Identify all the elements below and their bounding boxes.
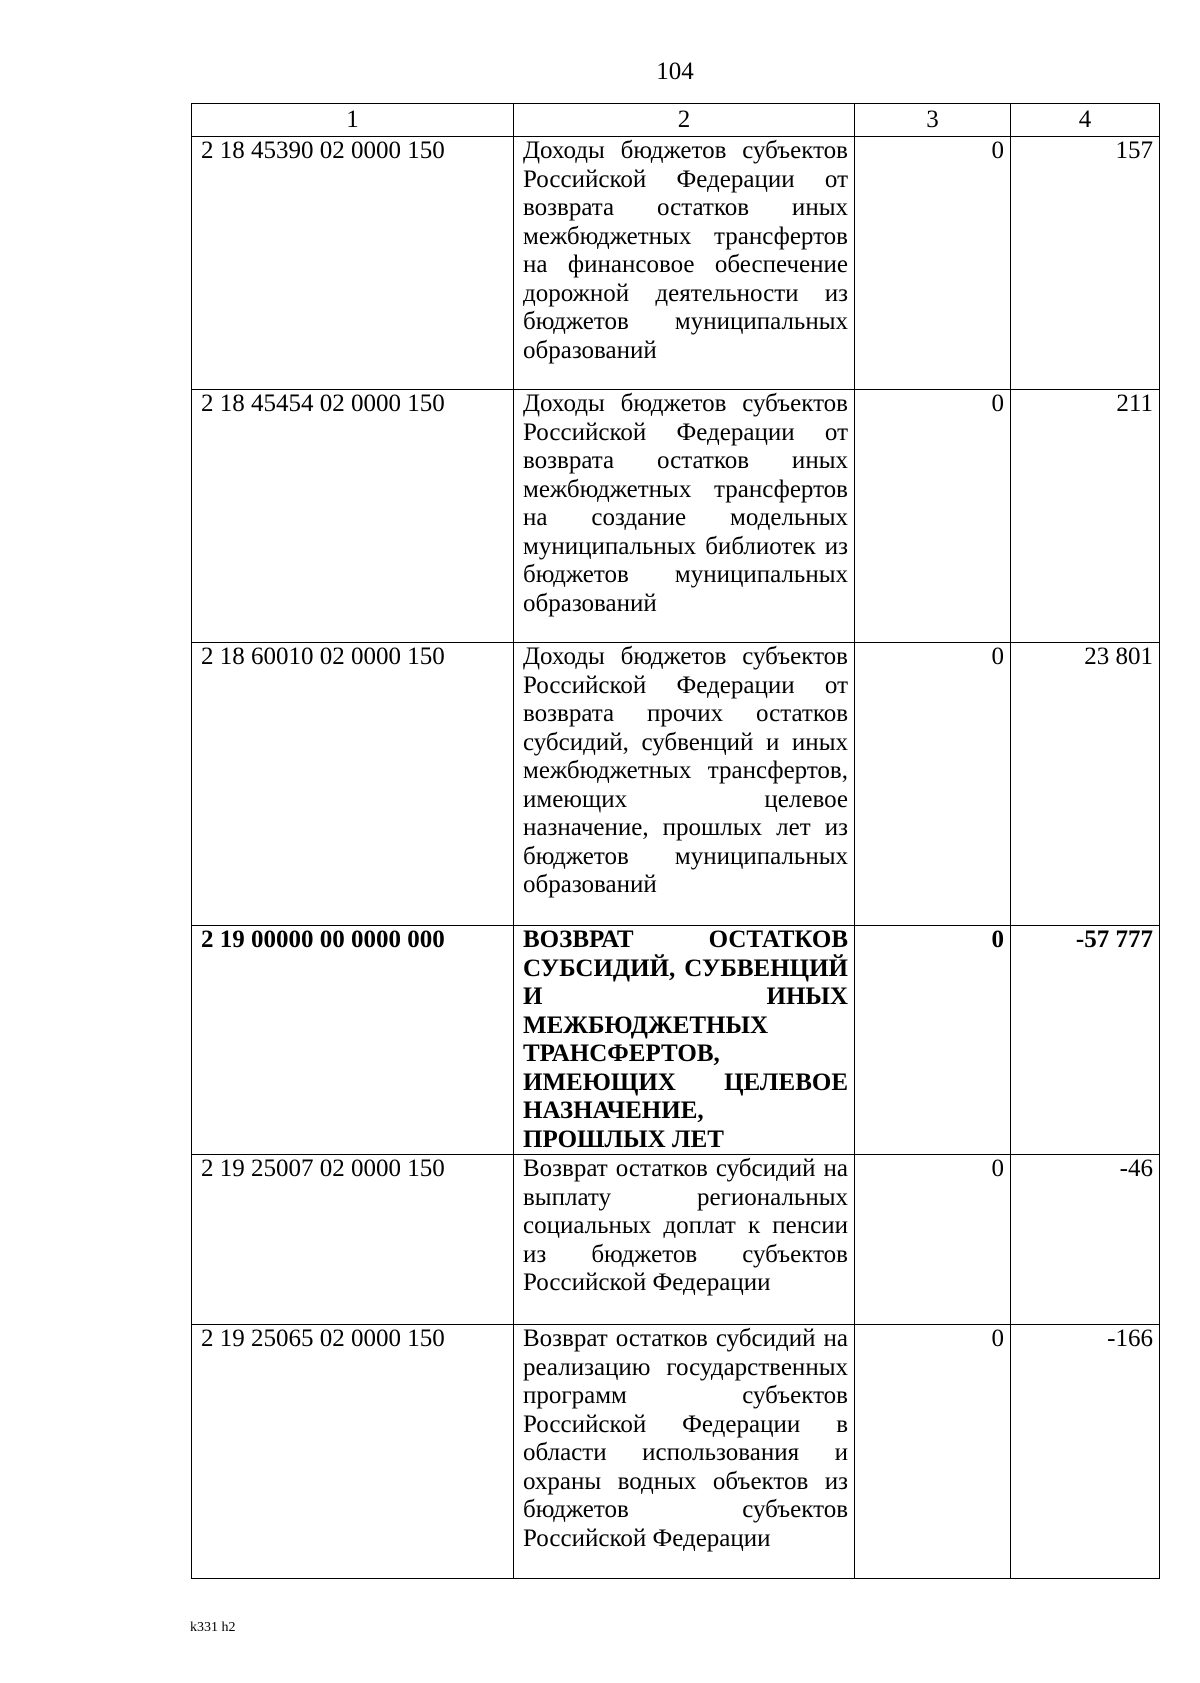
income-code: 2 18 60010 02 0000 150 xyxy=(192,643,514,926)
income-name: Возврат остатков субсидий на реализацию государственных программ субъектов Российской Федерации в области использования и охраны водных объектов из бюджетов субъектов Российской Федерации xyxy=(514,1325,855,1579)
column-header-4: 4 xyxy=(1011,104,1160,137)
value-col3: 0 xyxy=(855,643,1011,926)
value-col4: -166 xyxy=(1011,1325,1160,1579)
value-col3: 0 xyxy=(855,390,1011,643)
income-name: ВОЗВРАТ ОСТАТКОВ СУБСИДИЙ, СУБВЕНЦИЙ И ИНЫХ МЕЖБЮДЖЕТНЫХ ТРАНСФЕРТОВ, ИМЕЮЩИХ ЦЕЛЕВОЕ НАЗНАЧЕНИЕ, ПРОШЛЫХ ЛЕТ xyxy=(514,926,855,1155)
income-code: 2 19 25065 02 0000 150 xyxy=(192,1325,514,1579)
value-col4: 23 801 xyxy=(1011,643,1160,926)
value-col3: 0 xyxy=(855,137,1011,390)
column-header-2: 2 xyxy=(514,104,855,137)
column-header-1: 1 xyxy=(192,104,514,137)
income-code: 2 18 45454 02 0000 150 xyxy=(192,390,514,643)
income-name: Возврат остатков субсидий на выплату региональных социальных доплат к пенсии из бюджетов субъектов Российской Федерации xyxy=(514,1155,855,1325)
income-name: Доходы бюджетов субъектов Российской Федерации от возврата остатков иных межбюджетных трансфертов на финансовое обеспечение дорожной деятельности из бюджетов муниципальных образований xyxy=(514,137,855,390)
table-row xyxy=(192,926,1160,1155)
table-row xyxy=(192,137,1160,390)
value-col3: 0 xyxy=(855,926,1011,1155)
value-col4: -57 777 xyxy=(1011,926,1160,1155)
income-code: 2 19 00000 00 0000 000 xyxy=(192,926,514,1155)
footer-code: k331 h2 xyxy=(190,1620,236,1635)
budget-table xyxy=(191,103,1160,1579)
page-number: 104 xyxy=(656,58,694,85)
income-code: 2 18 45390 02 0000 150 xyxy=(192,137,514,390)
value-col3: 0 xyxy=(855,1325,1011,1579)
column-header-3: 3 xyxy=(855,104,1011,137)
value-col4: 157 xyxy=(1011,137,1160,390)
income-name: Доходы бюджетов субъектов Российской Федерации от возврата остатков иных межбюджетных трансфертов на создание модельных муниципальных библиотек из бюджетов муниципальных образований xyxy=(514,390,855,643)
value-col3: 0 xyxy=(855,1155,1011,1325)
table-row xyxy=(192,1325,1160,1579)
value-col4: -46 xyxy=(1011,1155,1160,1325)
table-row xyxy=(192,1155,1160,1325)
income-code: 2 19 25007 02 0000 150 xyxy=(192,1155,514,1325)
value-col4: 211 xyxy=(1011,390,1160,643)
table-header-row xyxy=(192,104,1160,137)
income-name: Доходы бюджетов субъектов Российской Федерации от возврата прочих остатков субсидий, субвенций и иных межбюджетных трансфертов, имеющих целевое назначение, прошлых лет из бюджетов муниципальных образований xyxy=(514,643,855,926)
table-row xyxy=(192,643,1160,926)
table-row xyxy=(192,390,1160,643)
